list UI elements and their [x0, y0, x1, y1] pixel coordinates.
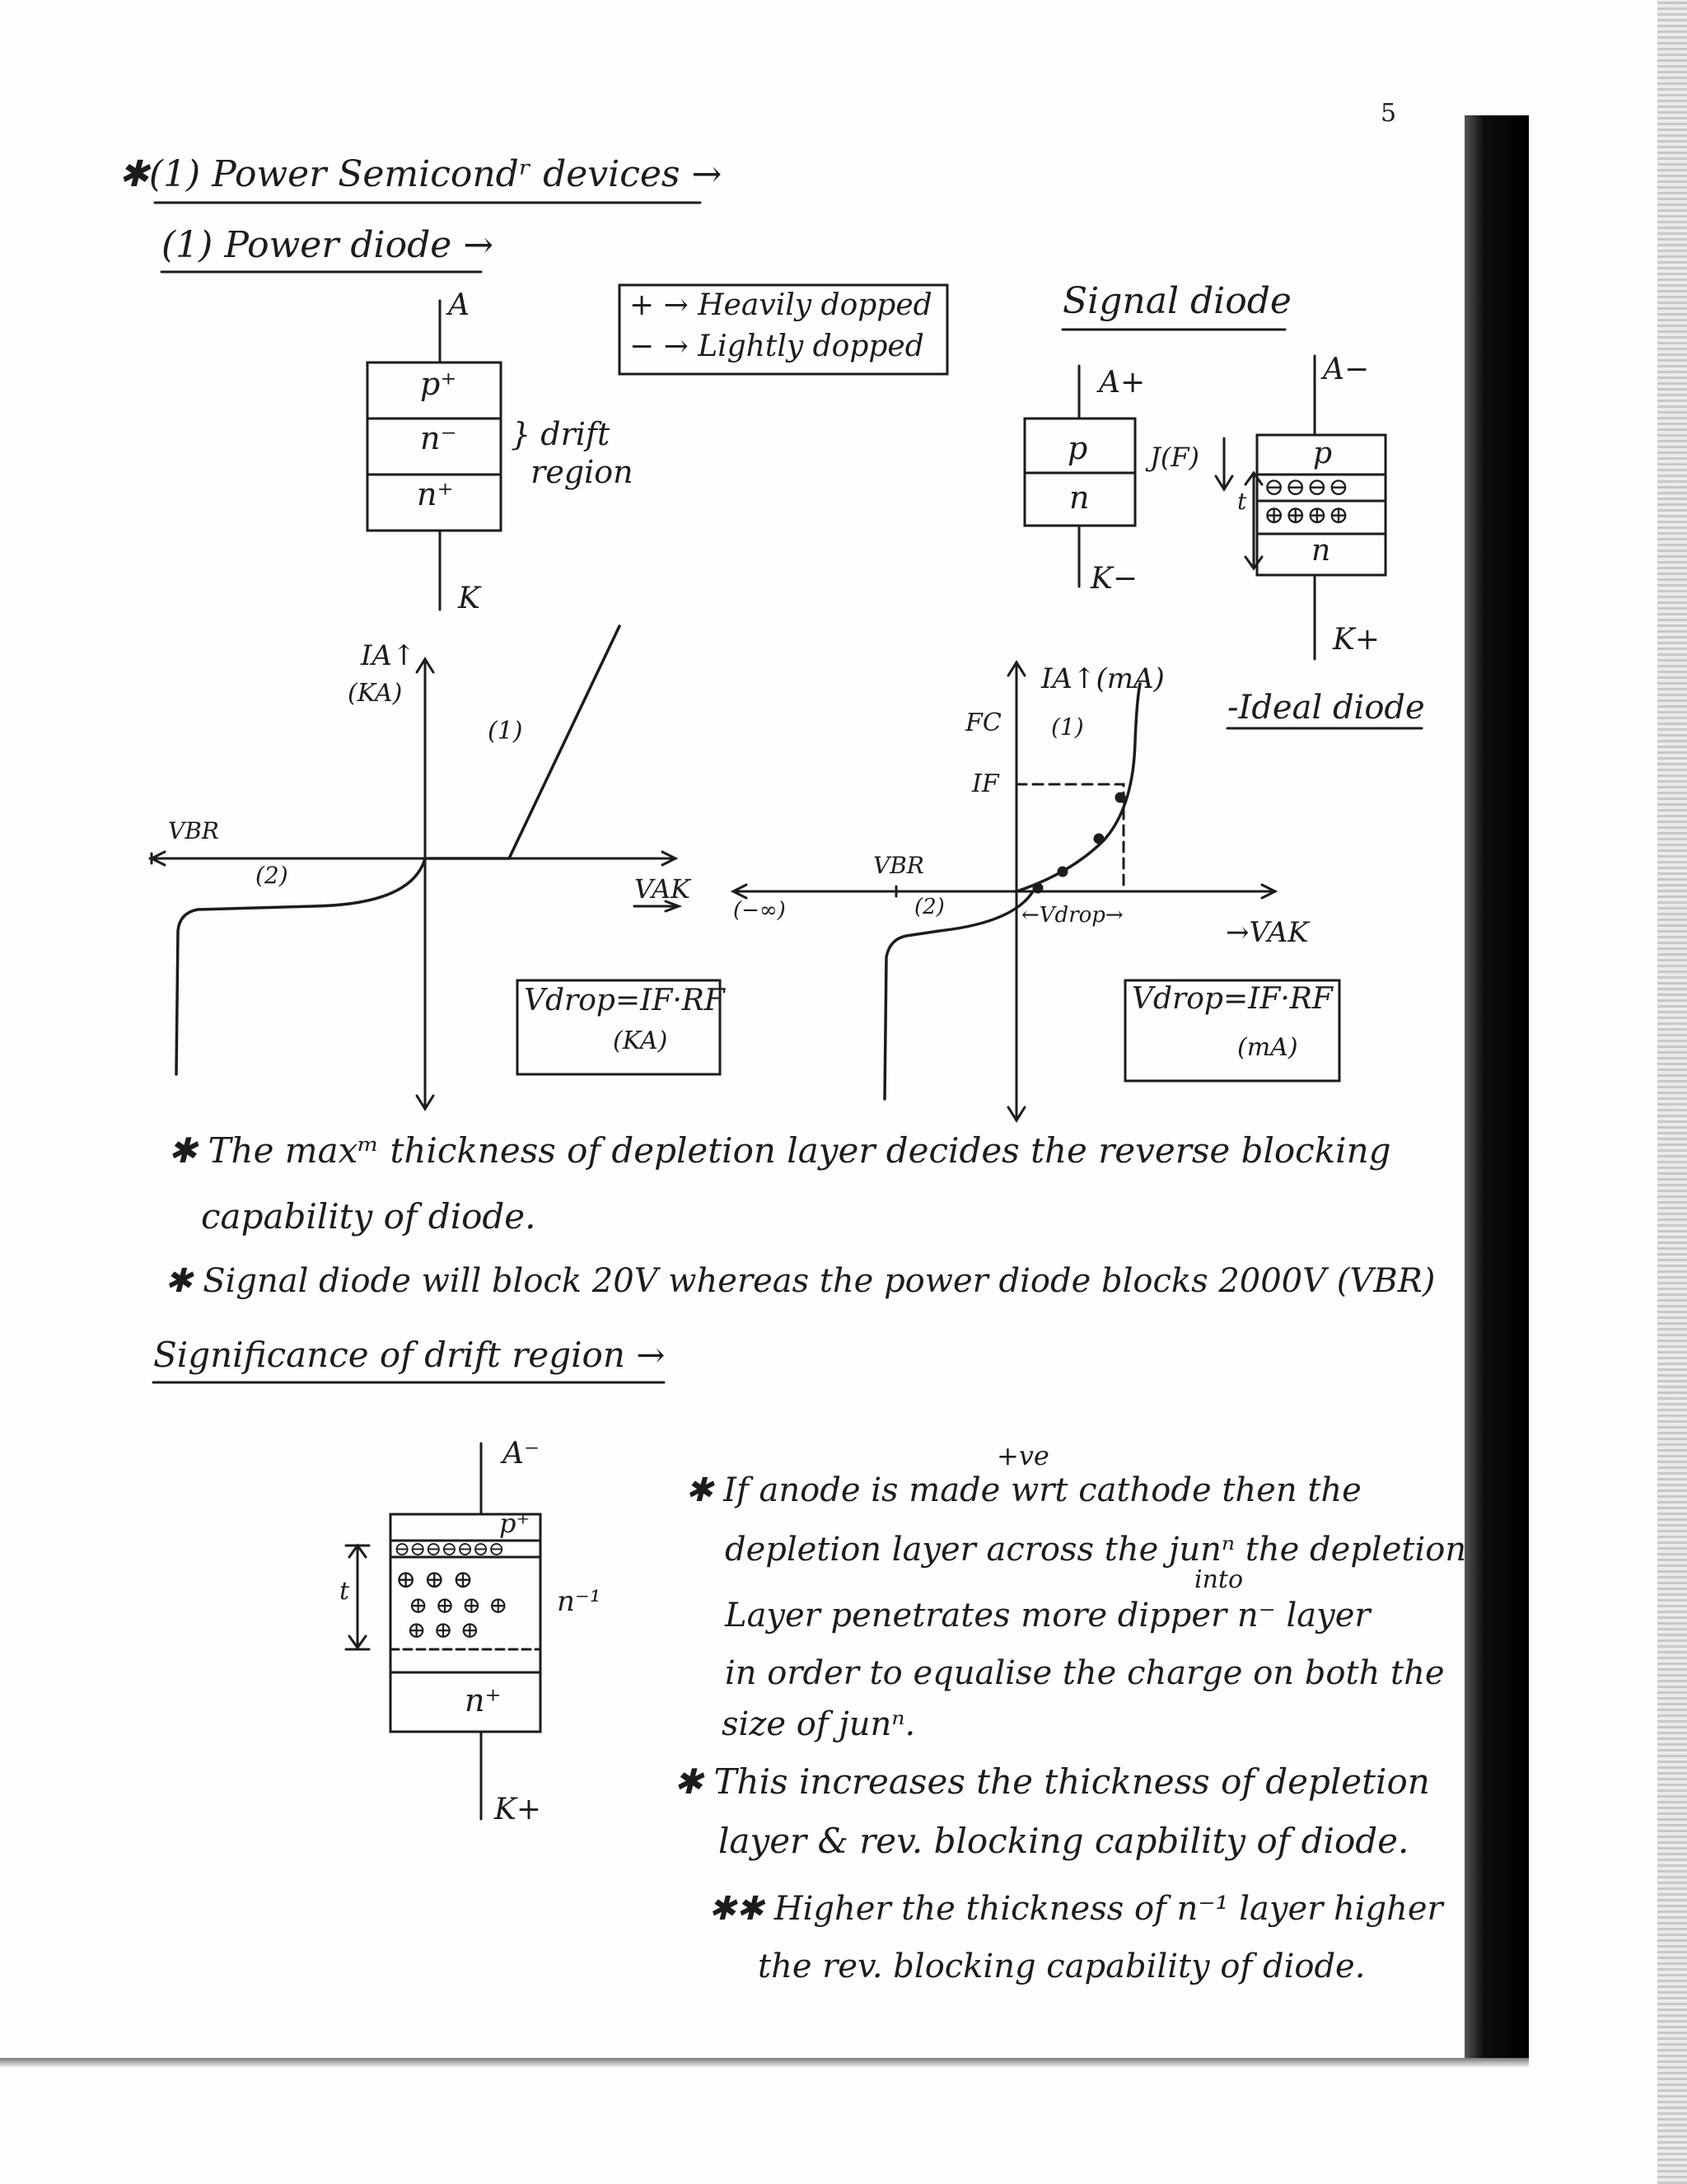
- graph2-region-2: (2): [914, 895, 945, 919]
- drift-thickness-label: t: [339, 1577, 350, 1606]
- explanation-line-3: Layer penetrates more dipper n⁻ layer: [725, 1597, 1371, 1634]
- graph2-minus-infinity: (−∞): [733, 898, 786, 923]
- drift-cathode-label: K+: [494, 1793, 542, 1826]
- ideal-layer-p: p: [1313, 437, 1333, 470]
- graph2-fc-label: FC: [965, 709, 1002, 737]
- graph2-vbr: VBR: [873, 852, 924, 879]
- drift-p-layer-label: p⁺: [499, 1508, 530, 1539]
- power-diode-anode-label: A: [448, 288, 470, 322]
- graph2-formula: Vdrop=IF·RF: [1132, 982, 1333, 1016]
- graph2-region-1: (1): [1051, 713, 1084, 741]
- layer-label-n-plus: n⁺: [417, 476, 454, 512]
- drift-positive-ions-row2: ⊕ ⊕ ⊕ ⊕: [409, 1592, 508, 1619]
- graph1-y-label: IA↑: [361, 639, 416, 672]
- forward-current-label: J(F): [1150, 442, 1199, 473]
- note-blocking-voltage: ✱ Signal diode will block 20V whereas the power diode blocks 2000V (VBR): [165, 1262, 1436, 1300]
- page-number: 5: [1381, 99, 1397, 128]
- graph-signal-diode: [733, 662, 1275, 1120]
- graph2-vdrop-label: ←Vdrop→: [1021, 903, 1124, 928]
- explanation-line-6: ✱ This increases the thickness of depletion: [674, 1761, 1430, 1802]
- explanation-line-9: the rev. blocking capability of diode.: [758, 1948, 1366, 1985]
- layer-label-n-minus: n⁻: [420, 420, 457, 456]
- ideal-diode-anode: A−: [1323, 353, 1370, 386]
- ideal-layer-n: n: [1311, 534, 1331, 568]
- graph1-vbr: VBR: [168, 817, 219, 844]
- signal-diode-title: Signal diode: [1063, 280, 1292, 322]
- explanation-line-7: layer & rev. blocking capbility of diode.: [718, 1821, 1409, 1861]
- drift-region-label: } drift region: [511, 416, 633, 490]
- graph1-y-unit: (KA): [348, 679, 403, 708]
- graph1-formula-unit: (KA): [613, 1027, 668, 1055]
- explanation-line-5: size of junⁿ.: [722, 1705, 916, 1743]
- graph-power-diode: [150, 626, 679, 1109]
- explanation-insert-plus-ve: +ve: [997, 1440, 1049, 1471]
- drift-n-plus-label: n⁺: [465, 1682, 502, 1719]
- ideal-negative-ions: ⊖⊖⊖⊖: [1264, 473, 1350, 502]
- drift-positive-ions-row1: ⊕ ⊕ ⊕: [395, 1565, 474, 1594]
- graph2-if-label: IF: [972, 769, 999, 798]
- graph2-x-label: →VAK: [1226, 916, 1309, 949]
- legend-light: − → Lightly dopped: [629, 330, 924, 363]
- signal-diode-anode: A+: [1099, 366, 1146, 400]
- signal-layer-p: p: [1068, 430, 1088, 466]
- page-title: ✱(1) Power Semicondʳ devices →: [119, 153, 722, 195]
- ideal-diode-caption: -Ideal diode: [1227, 689, 1425, 727]
- explanation-line-8: ✱✱ Higher the thickness of n⁻¹ layer higher: [708, 1890, 1443, 1928]
- section-title-power-diode: (1) Power diode →: [161, 224, 494, 266]
- layer-label-p-plus: p⁺: [420, 366, 457, 402]
- ideal-positive-ions: ⊕⊕⊕⊕: [1264, 501, 1350, 530]
- power-diode-cathode-label: K: [458, 582, 480, 615]
- ideal-thickness-label: t: [1237, 488, 1247, 515]
- graph2-y-label: IA↑(mA): [1041, 662, 1165, 695]
- note-depletion-line2: capability of diode.: [201, 1196, 536, 1237]
- explanation-insert-into: into: [1194, 1565, 1244, 1594]
- explanation-line-1: ✱ If anode is made wrt cathode then the: [685, 1471, 1362, 1509]
- legend-heavy: + → Heavily dopped: [629, 288, 932, 322]
- signal-diode-cathode: K−: [1091, 562, 1138, 596]
- ideal-diode-cathode: K+: [1333, 623, 1381, 657]
- drift-positive-ions-row3: ⊕ ⊕ ⊕: [407, 1616, 480, 1644]
- graph1-formula: Vdrop=IF·RF: [524, 984, 725, 1017]
- graph1-region-2: (2): [255, 862, 288, 889]
- signal-layer-n: n: [1069, 479, 1090, 516]
- note-depletion-line1: ✱ The maxᵐ thickness of depletion layer decides the reverse blocking: [168, 1130, 1391, 1171]
- graph1-region-1: (1): [488, 717, 523, 746]
- drift-n-minus-label: n⁻¹: [557, 1585, 601, 1618]
- graph1-x-label: VAK: [634, 873, 690, 905]
- drift-negative-ions: ⊖⊖⊖⊖⊖⊖⊖: [394, 1537, 504, 1560]
- explanation-line-4: in order to equalise the charge on both the: [725, 1654, 1445, 1692]
- graph2-formula-unit: (mA): [1237, 1033, 1298, 1062]
- explanation-line-2: depletion layer across the junⁿ the depletion: [725, 1531, 1467, 1569]
- drift-anode-label: A⁻: [502, 1437, 540, 1471]
- drift-section-heading: Significance of drift region →: [153, 1335, 666, 1375]
